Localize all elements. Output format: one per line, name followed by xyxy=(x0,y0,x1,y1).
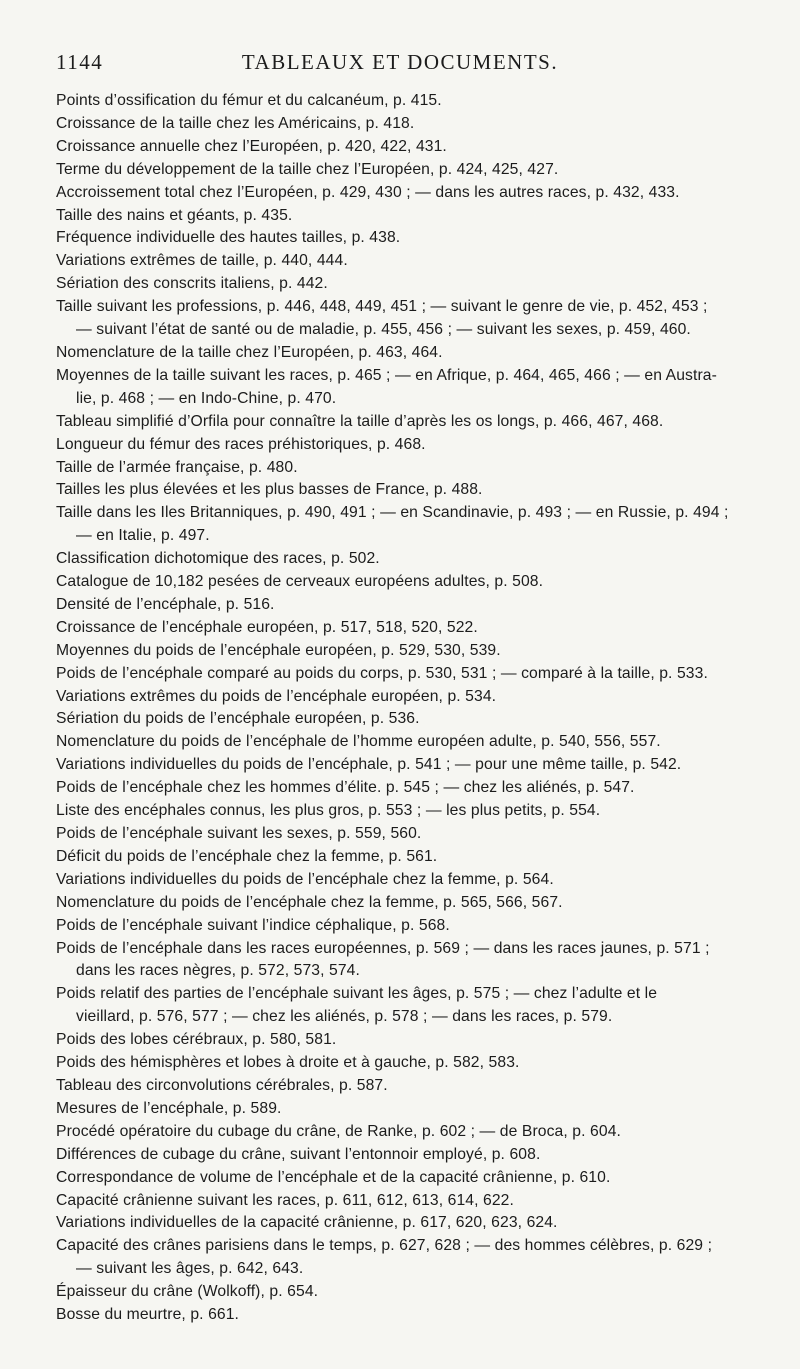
index-entry: Taille dans les Iles Britanniques, p. 490, 491 ; — en Scandinavie, p. 493 ; — en Russie, p. 494 ; — en Italie, p. 497. xyxy=(56,504,729,545)
index-entry: Tableau simplifié d’Orfila pour connaître la taille d’après les os longs, p. 466, 467, 468. xyxy=(56,412,664,430)
index-entry: Poids de l’encéphale comparé au poids du corps, p. 530, 531 ; — comparé à la taille, p. 533. xyxy=(56,664,708,682)
index-entry: Tableau des circonvolutions cérébrales, p. 587. xyxy=(56,1076,388,1094)
index-entry: Bosse du meurtre, p. 661. xyxy=(56,1306,240,1324)
index-entry: Catalogue de 10,182 pesées de cerveaux européens adultes, p. 508. xyxy=(56,573,544,591)
index-entry: Variations extrêmes de taille, p. 440, 444. xyxy=(56,252,348,270)
index-entry: Correspondance de volume de l’encéphale et de la capacité crânienne, p. 610. xyxy=(56,1168,611,1186)
index-entry: Taille des nains et géants, p. 435. xyxy=(56,206,293,224)
index-entry: Poids relatif des parties de l’encéphale suivant les âges, p. 575 ; — chez l’adulte et le vieillard, p. 576, 577 ; — chez les aliénés, p. 578 ; — dans les races, p. 579. xyxy=(56,985,658,1026)
index-entry: Variations extrêmes du poids de l’encéphale européen, p. 534. xyxy=(56,687,497,705)
index-entry: Variations individuelles du poids de l’encéphale chez la femme, p. 564. xyxy=(56,870,554,888)
index-entry: Poids des lobes cérébraux, p. 580, 581. xyxy=(56,1031,337,1049)
index-entry: Sériation des conscrits italiens, p. 442. xyxy=(56,275,328,293)
index-entry: Terme du développement de la taille chez l’Européen, p. 424, 425, 427. xyxy=(56,160,559,178)
index-entry: Taille de l’armée française, p. 480. xyxy=(56,458,298,476)
index-entry: Croissance de l’encéphale européen, p. 517, 518, 520, 522. xyxy=(56,618,478,636)
index-entry: Mesures de l’encéphale, p. 589. xyxy=(56,1099,282,1117)
index-entry: Nomenclature du poids de l’encéphale chez la femme, p. 565, 566, 567. xyxy=(56,893,563,911)
index-entry: Densité de l’encéphale, p. 516. xyxy=(56,595,275,613)
index-entry: Classification dichotomique des races, p. 502. xyxy=(56,550,380,568)
index-entry: Déficit du poids de l’encéphale chez la femme, p. 561. xyxy=(56,847,438,865)
index-entry: Croissance annuelle chez l’Européen, p. 420, 422, 431. xyxy=(56,137,447,155)
index-entry: Fréquence individuelle des hautes tailles, p. 438. xyxy=(56,229,401,247)
index-entry: Croissance de la taille chez les Américains, p. 418. xyxy=(56,114,415,132)
index-entry: Poids des hémisphères et lobes à droite et à gauche, p. 582, 583. xyxy=(56,1054,520,1072)
index-entry: Moyennes de la taille suivant les races, p. 465 ; — en Afrique, p. 464, 465, 466 ; — en Austra- lie, p. 468 ; — en Indo-Chine, p. 470. xyxy=(56,366,717,407)
index-entry: Points d’ossification du fémur et du calcanéum, p. 415. xyxy=(56,92,442,109)
running-head xyxy=(56,50,744,80)
index-entry: Poids de l’encéphale chez les hommes d’élite. p. 545 ; — chez les aliénés, p. 547. xyxy=(56,779,635,797)
index-entry: Poids de l’encéphale suivant l’indice céphalique, p. 568. xyxy=(56,916,450,934)
index-entry: Capacité des crânes parisiens dans le temps, p. 627, 628 ; — des hommes célèbres, p. 629 ; — suivant les âges, p. 642, 643. xyxy=(56,1237,713,1278)
index-entry: Nomenclature de la taille chez l’Européen, p. 463, 464. xyxy=(56,343,443,361)
index-entry: Poids de l’encéphale suivant les sexes, p. 559, 560. xyxy=(56,825,422,842)
index-entry: Différences de cubage du crâne, suivant l’entonnoir employé, p. 608. xyxy=(56,1145,541,1163)
index-entry: Longueur du fémur des races préhistoriques, p. 468. xyxy=(56,435,426,453)
index-entry: Sériation du poids de l’encéphale européen, p. 536. xyxy=(56,710,420,728)
index-entry: Épaisseur du crâne (Wolkoff), p. 654. xyxy=(56,1283,319,1301)
index-entry: Variations individuelles de la capacité crânienne, p. 617, 620, 623, 624. xyxy=(56,1214,558,1232)
index-entry: Taille suivant les professions, p. 446, 448, 449, 451 ; — suivant le genre de vie, p. 452, 453 ; — suivant l’état de santé ou de maladie, p. 455, 456 ; — suivant les sexes, p. 459, 460. xyxy=(56,298,708,339)
index-entry: Capacité crânienne suivant les races, p. 611, 612, 613, 614, 622. xyxy=(56,1191,514,1209)
index-entry: Poids de l’encéphale dans les races européennes, p. 569 ; — dans les races jaunes, p. 571 ; dans les races nègres, p. 572, 573, 574. xyxy=(56,939,710,980)
index-entry: Procédé opératoire du cubage du crâne, de Ranke, p. 602 ; — de Broca, p. 604. xyxy=(56,1122,621,1140)
index-list xyxy=(56,90,782,1327)
index-entry: Variations individuelles du poids de l’encéphale, p. 541 ; — pour une même taille, p. 542. xyxy=(56,756,682,774)
index-entry: Tailles les plus élevées et les plus basses de France, p. 488. xyxy=(56,481,483,499)
page-number: 1144 xyxy=(56,50,104,74)
index-entry: Liste des encéphales connus, les plus gros, p. 553 ; — les plus petits, p. 554. xyxy=(56,802,601,820)
index-entry: Accroissement total chez l’Européen, p. 429, 430 ; — dans les autres races, p. 432, 433. xyxy=(56,183,680,201)
index-entry: Nomenclature du poids de l’encéphale de l’homme européen adulte, p. 540, 556, 557. xyxy=(56,733,661,751)
index-entry: Moyennes du poids de l’encéphale européen, p. 529, 530, 539. xyxy=(56,641,501,659)
running-title: TABLEAUX ET DOCUMENTS. xyxy=(241,50,559,74)
